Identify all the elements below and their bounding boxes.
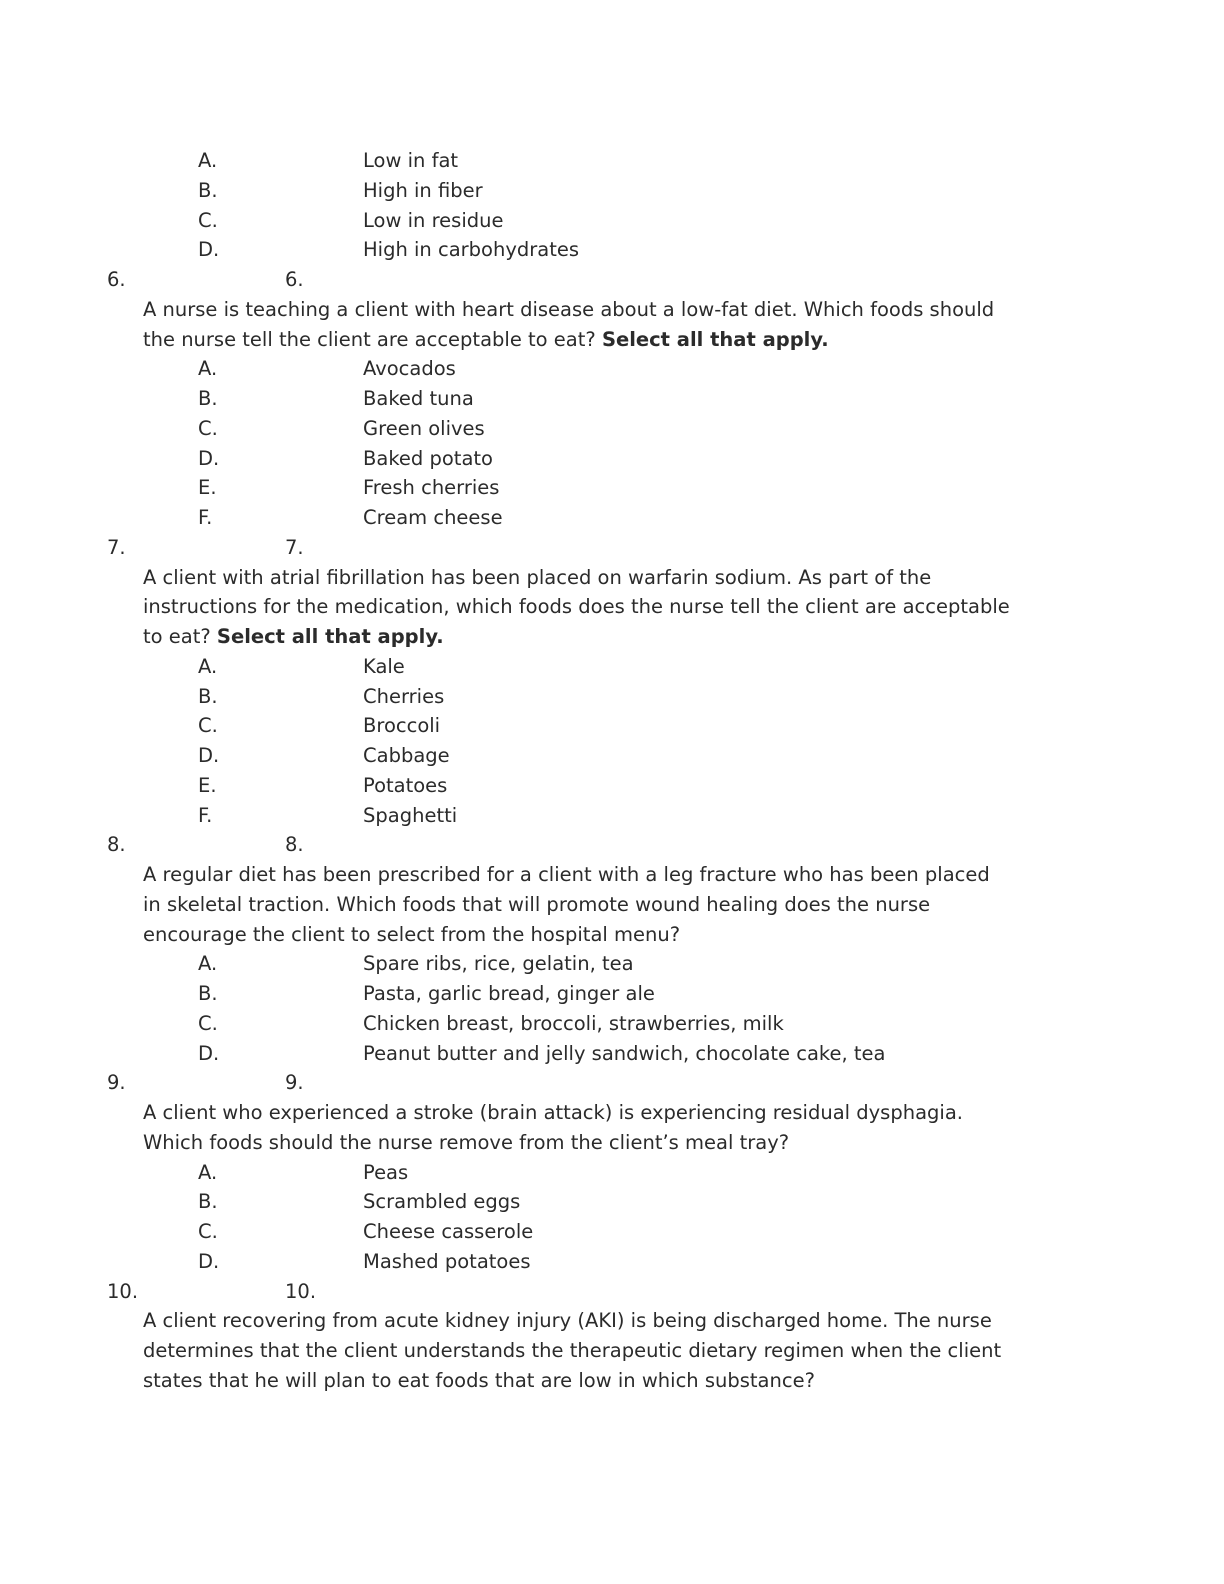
question-text-line xyxy=(0,622,1224,652)
option-text: High in carbohydrates xyxy=(363,238,580,262)
option-letter: B. xyxy=(198,1190,218,1214)
question-9 xyxy=(0,1068,1224,1276)
option-text: Low in residue xyxy=(363,208,504,232)
option-row xyxy=(0,1039,1224,1069)
question-text-line xyxy=(0,563,1224,593)
question-7 xyxy=(0,533,1224,831)
question-number: 10. xyxy=(107,1279,139,1303)
option-letter: C. xyxy=(198,208,218,232)
option-letter: D. xyxy=(198,238,220,262)
option-row xyxy=(0,1009,1224,1039)
question-number-row xyxy=(0,1277,1224,1307)
question-number-row xyxy=(0,1068,1224,1098)
option-text: Baked potato xyxy=(363,446,493,470)
question-number: 8. xyxy=(107,833,126,857)
question-text: encourage the client to select from the hospital menu? xyxy=(143,922,681,946)
option-row xyxy=(0,235,1224,265)
question-text-line xyxy=(0,1336,1224,1366)
option-text: Potatoes xyxy=(363,773,448,797)
option-row xyxy=(0,801,1224,831)
option-letter: F. xyxy=(198,803,213,827)
question-text xyxy=(143,622,444,652)
select-all-emphasis: Select all that apply. xyxy=(216,625,444,648)
question-text-line xyxy=(0,1366,1224,1396)
option-row xyxy=(0,414,1224,444)
option-text: Pasta, garlic bread, ginger ale xyxy=(363,982,655,1005)
question-text: states that he will plan to eat foods that are low in which substance? xyxy=(143,1368,815,1392)
option-text: Low in fat xyxy=(363,149,459,172)
question-text-line xyxy=(0,1098,1224,1128)
option-letter: A. xyxy=(198,1160,218,1184)
option-text: Peas xyxy=(363,1160,409,1184)
option-letter: D. xyxy=(198,446,220,470)
option-row xyxy=(0,176,1224,206)
option-row xyxy=(0,473,1224,503)
option-row xyxy=(0,444,1224,474)
option-letter: F. xyxy=(198,506,213,529)
option-letter: B. xyxy=(198,387,218,410)
option-letter: B. xyxy=(198,684,218,708)
option-row xyxy=(0,146,1224,176)
option-letter: D. xyxy=(198,744,220,767)
option-row xyxy=(0,979,1224,1009)
option-letter: C. xyxy=(198,1220,218,1243)
question-text: A regular diet has been prescribed for a client with a leg fracture who has been placed xyxy=(143,863,990,886)
question-text: A client who experienced a stroke (brain attack) is experiencing residual dysphagia. xyxy=(143,1101,963,1124)
option-row xyxy=(0,1158,1224,1188)
question-number-repeat: 9. xyxy=(285,1071,304,1095)
carryover-options xyxy=(0,146,1224,265)
option-row xyxy=(0,1247,1224,1277)
question-text-line xyxy=(0,920,1224,950)
option-letter: A. xyxy=(198,357,218,381)
question-text: A client recovering from acute kidney injury (AKI) is being discharged home. The nurse xyxy=(143,1309,992,1333)
option-text: Spare ribs, rice, gelatin, tea xyxy=(363,952,634,976)
document-page xyxy=(0,146,1224,1396)
question-text: Which foods should the nurse remove from the client’s meal tray? xyxy=(143,1130,790,1154)
select-all-emphasis: Select all that apply. xyxy=(601,327,829,351)
option-text: Kale xyxy=(363,654,405,678)
option-text: Fresh cherries xyxy=(363,476,500,500)
option-text: Scrambled eggs xyxy=(363,1190,521,1214)
option-row xyxy=(0,711,1224,741)
option-row xyxy=(0,949,1224,979)
option-row xyxy=(0,1187,1224,1217)
question-text-line xyxy=(0,295,1224,325)
question-text: instructions for the medication, which foods does the nurse tell the client are acceptable xyxy=(143,595,1010,619)
option-row xyxy=(0,384,1224,414)
option-letter: D. xyxy=(198,1041,220,1065)
option-text: Mashed potatoes xyxy=(363,1249,531,1273)
question-text-line xyxy=(0,1306,1224,1336)
option-text: Peanut butter and jelly sandwich, chocolate cake, tea xyxy=(363,1041,886,1065)
question-number-repeat: 7. xyxy=(285,535,304,559)
option-row xyxy=(0,771,1224,801)
option-letter: B. xyxy=(198,178,218,202)
question-text-line xyxy=(0,592,1224,622)
option-text: Cherries xyxy=(363,684,445,708)
option-row xyxy=(0,682,1224,712)
question-text: A client with atrial fibrillation has been placed on warfarin sodium. As part of the xyxy=(143,565,932,589)
question-number: 9. xyxy=(107,1071,126,1095)
option-text: Avocados xyxy=(363,357,456,381)
option-text: Broccoli xyxy=(363,714,441,738)
question-number-repeat: 10. xyxy=(285,1279,317,1303)
option-text: Green olives xyxy=(363,416,485,440)
question-8 xyxy=(0,830,1224,1068)
question-number-row xyxy=(0,265,1224,295)
option-text: Chicken breast, broccoli, strawberries, milk xyxy=(363,1011,784,1035)
option-letter: B. xyxy=(198,982,218,1005)
option-letter: C. xyxy=(198,416,218,440)
question-text-part: the nurse tell the client are acceptable to eat? xyxy=(143,327,602,351)
option-text: Cream cheese xyxy=(363,506,503,529)
option-letter: C. xyxy=(198,714,218,738)
question-6 xyxy=(0,265,1224,533)
option-row xyxy=(0,741,1224,771)
option-letter: E. xyxy=(198,773,217,797)
option-text: Cheese casserole xyxy=(363,1220,534,1243)
question-text-part: to eat? xyxy=(143,625,217,648)
option-text: Baked tuna xyxy=(363,387,474,410)
option-text: High in fiber xyxy=(363,178,483,202)
option-row xyxy=(0,1217,1224,1247)
question-number-row xyxy=(0,830,1224,860)
option-text: Cabbage xyxy=(363,744,450,767)
question-text-line xyxy=(0,1128,1224,1158)
question-text: A nurse is teaching a client with heart disease about a low-fat diet. Which foods should xyxy=(143,297,995,321)
option-letter: A. xyxy=(198,952,218,976)
question-text-line xyxy=(0,860,1224,890)
option-letter: E. xyxy=(198,476,217,500)
option-row xyxy=(0,503,1224,533)
question-number: 6. xyxy=(107,268,126,291)
question-text-line xyxy=(0,890,1224,920)
option-row xyxy=(0,354,1224,384)
question-number-repeat: 8. xyxy=(285,833,304,857)
option-row xyxy=(0,652,1224,682)
question-number-row xyxy=(0,533,1224,563)
option-letter: D. xyxy=(198,1249,220,1273)
option-text: Spaghetti xyxy=(363,803,458,827)
option-row xyxy=(0,206,1224,236)
option-letter: C. xyxy=(198,1011,218,1035)
option-letter: A. xyxy=(198,149,218,172)
option-letter: A. xyxy=(198,654,218,678)
question-text: determines that the client understands the therapeutic dietary regimen when the client xyxy=(143,1339,1002,1362)
question-number: 7. xyxy=(107,535,126,559)
question-text xyxy=(143,325,829,355)
question-text: in skeletal traction. Which foods that will promote wound healing does the nurse xyxy=(143,892,931,916)
question-10 xyxy=(0,1277,1224,1396)
question-text-line xyxy=(0,325,1224,355)
question-number-repeat: 6. xyxy=(285,268,304,291)
